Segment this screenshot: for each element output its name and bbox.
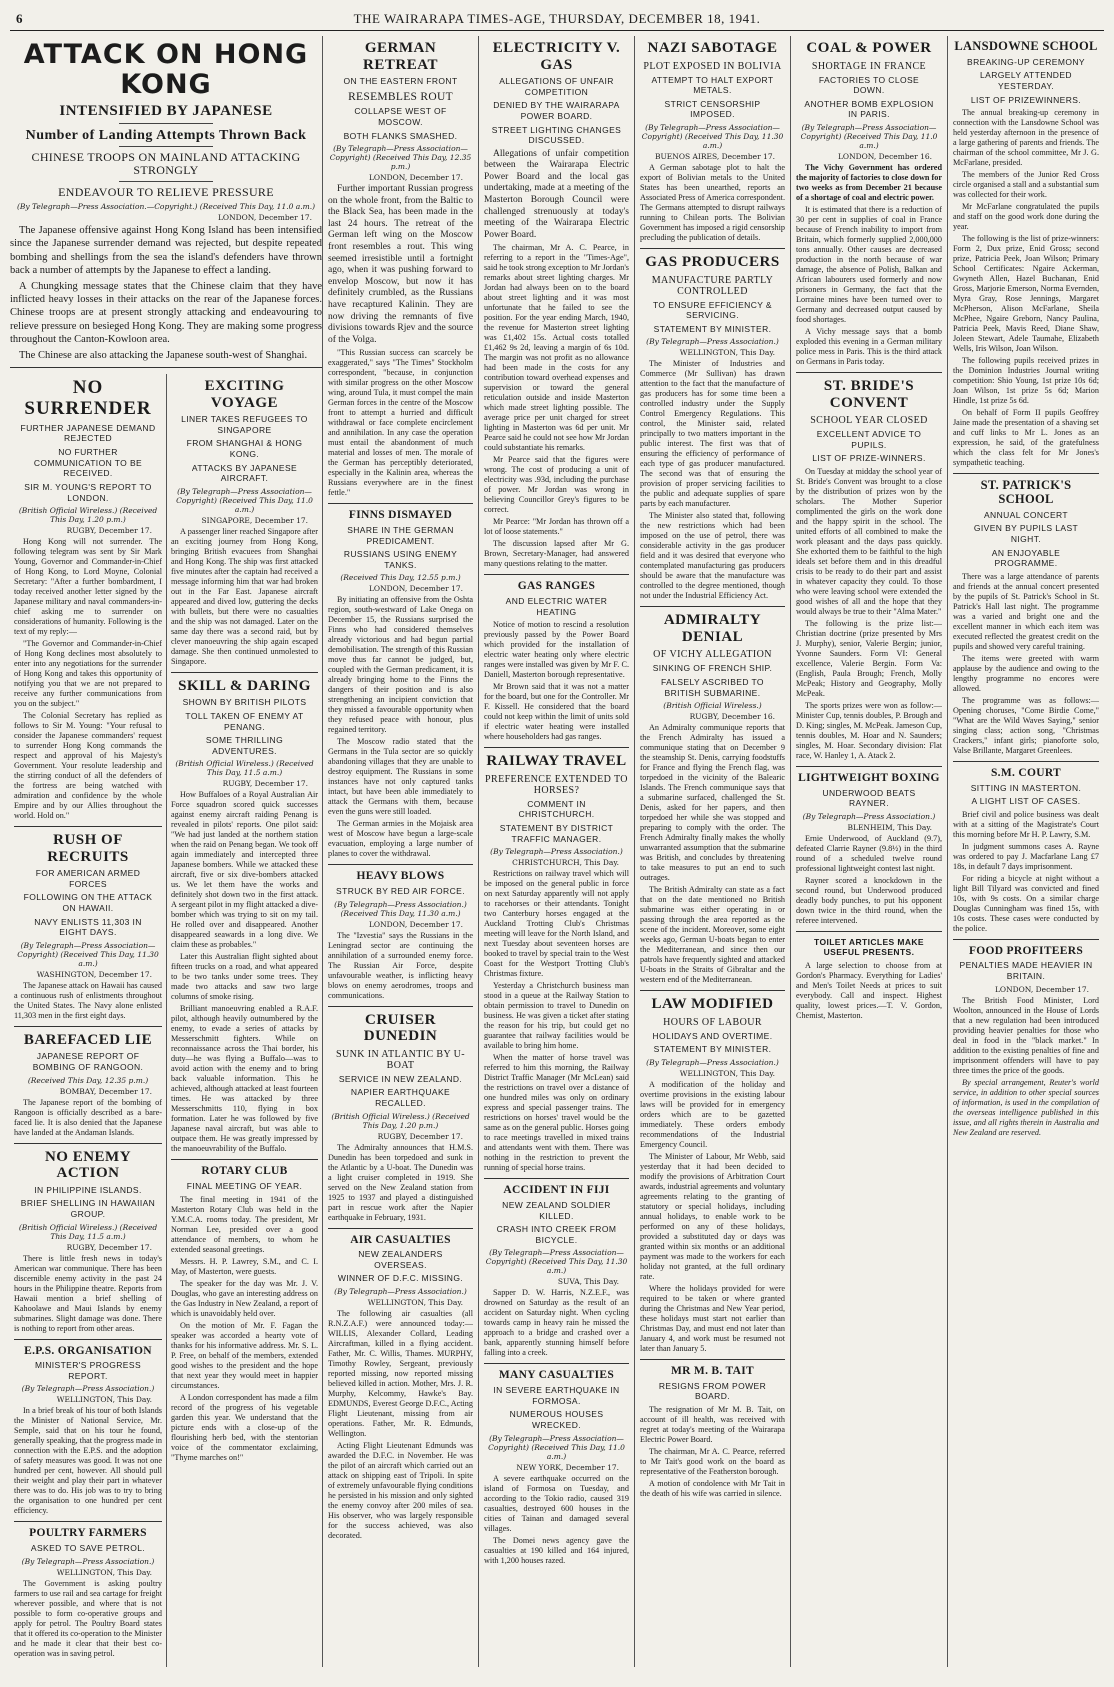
paragraph: The German armies in the Mojaisk area west of Moscow have begun a large-scale evacuation, employing a large number of planes to cover the withdrawal.: [328, 819, 473, 859]
paragraph: The items were greeted with warm applause by the audience and owing to the lengthy programme no encores were allowed.: [953, 653, 1099, 693]
paragraph: The sports prizes were won as follow:—Minister Cup, tennis doubles, P. Brough and D. King; singles, M. McPeak. Jameson Cup, tennis doubles, M. Hoar and N. Saunders; singles, M. Hoar. Secondary division: Flat race, W. Hanley 1, A. Atack 2.: [796, 700, 942, 760]
dateline: SINGAPORE, December 17.: [201, 515, 308, 525]
paragraph: The following is the list of prize-winners: Form 2, Dux prize, Enid Gross; second prize, Patricia Peek, Joan Wilson; Primary School Certificates: Ngaire Ackerman, Gwyneth Allen, Hazel Buchanan, Enid Gross, Marjorie Emerson, Norma Evernden, Myra Gray, Rose Jennings, Margaret McPherson, Alison McFarlane, Sheila McPhee, Ngaire Greborn, Nancy Paulina, Patricia Peek, Mavis Reed, Diane Shaw, Joleen Stewart, Adele Taumahe, Elizabeth Wells, Iris Wilson, Joan Wilson.: [953, 234, 1099, 354]
deck: SITTING IN MASTERTON.: [970, 782, 1082, 793]
credit: (By Telegraph—Press Association—Copyright) (Received This Day, 11.0 a.m.): [176, 486, 313, 514]
credit: (By Telegraph—Press Association.): [490, 847, 623, 857]
deck: FINAL MEETING OF YEAR.: [186, 1181, 303, 1192]
headline: BAREFACED LIE: [23, 1031, 153, 1048]
deck: NO FURTHER COMMUNICATION TO BE RECEIVED.: [33, 447, 143, 479]
deck: IN PHILIPPINE ISLANDS.: [34, 1184, 142, 1195]
deck: FALSELY ASCRIBED TO BRITISH SUBMARINE.: [661, 677, 764, 698]
headline: ST. BRIDE'S CONVENT: [823, 378, 915, 411]
deck: RESIGNS FROM POWER BOARD.: [658, 1380, 767, 1402]
dateline: WELLINGTON, This Day.: [367, 1298, 463, 1308]
deck: OF VICHY ALLEGATION: [653, 649, 772, 661]
lead-deck-4: ENDEAVOUR TO RELIEVE PRESSURE: [58, 184, 274, 199]
paragraph: In a brief break of his tour of both Islands the Minister of National Service, Mr. Semple, said that on his tour he found, generally speaking, that the progress made in connection with the E.P.S. and the adoption of safety measures was good. It was not one hundred per cent, however. All should pull their weight and play their part in whatever there was to do. His job was to try to bring the organisation to one hundred per cent efficiency.: [14, 1406, 163, 1516]
deck: MINISTER'S PROGRESS REPORT.: [34, 1360, 142, 1381]
headline: NO SURRENDER: [24, 377, 152, 419]
paragraph: Yesterday a Christchurch business man stood in a queue at the Railway Station to obtain permission to travel to Dunedin on business. He was given a ticket after stating the reason for his trip, but could get no guarantee that railway facilities would be available to bring him home.: [484, 981, 629, 1051]
article-lightweight-boxing: [796, 772, 942, 932]
headline: LANSDOWNE SCHOOL: [954, 39, 1098, 53]
deck: STRUCK BY RED AIR FORCE.: [336, 886, 465, 897]
deck: SHARE IN THE GERMAN PREDICAMENT.: [347, 524, 454, 546]
paragraph: When the matter of horse travel was referred to him this morning, the Railway District Traffic Manager (Mr McLean) said the restrictions on travel over a distance of one hundred miles was only on ordinary express and special passenger trains. The restrictions on horses' travel would be the same as on the general public. Horses going to race meetings travelled in mixed trains and attendants went with them. There was nothing in the restriction to prevent the running of special horse trains.: [484, 1053, 629, 1173]
paragraph: By initiating an offensive from the Oshta region, south-westward of Lake Onega on December 15, the Russians surprised the Finns who had considered themselves already victorious and had begun partial demobilisation. The strength of this Russian move thus far cannot be judged, but, coupled with the German predicament, it is already bringing home to the Finns the dangers of their position and is also strengthening an incipient conviction that they missed a favourable opportunity when they refused peace with honour, plus regained territory.: [328, 595, 473, 735]
dateline: WELLINGTON, This Day.: [679, 348, 775, 358]
column-4: [478, 36, 634, 1667]
paragraph: The Moscow radio stated that the Germans in the Tula sector are so quickly abandoning villages that they are unable to destroy equipment. The Russians in some instances have not only captured tanks intact, but have been able immediately to attack the Germans with them, because even the guns were still loaded.: [328, 737, 473, 817]
deck: ASKED TO SAVE PETROL.: [30, 1543, 146, 1554]
paragraph: "This Russian success can scarcely be exaggerated," says "The Times" Stockholm correspondent, "because, in conjunction with similar progress on the other Moscow wing, around Tula, it must compel the main German forces in the centre of the Moscow front to attempt a hurried and difficult withdrawal or face complete encirclement and annihilation. In any case the operation must entail the abandonment of much material and losses of men. The morale of the German has perceptibly deteriorated, especially in the Kalinin area, whereas the Russians everywhere are in the finest fettle.": [328, 348, 473, 498]
columns: [10, 36, 1104, 1667]
deck: COMMENT IN CHRISTCHURCH.: [518, 798, 595, 820]
deck: DENIED BY THE WAIRARAPA POWER BOARD.: [493, 100, 620, 121]
paragraph: A London correspondent has made a film record of the progress of his vegetable garden this year. We understand that the picture ends with a close-up of the flourishing herb bed, with the stentorian voice of the commentator exclaiming, "Thyme marches on!": [171, 1392, 318, 1462]
article-law-modified: [640, 996, 785, 1360]
paragraph: By special arrangement, Reuter's world service, in addition to other special sources of information, is used in the compilation of the overseas intelligence published in this issue, and all rights therein in Australia and New Zealand are reserved.: [953, 1077, 1099, 1137]
paragraph: The resignation of Mr M. B. Tait, on account of ill health, was received with regret at today's meeting of the Wairarapa Electric Power Board.: [640, 1404, 785, 1444]
deck: EXCELLENT ADVICE TO PUPILS.: [816, 429, 922, 450]
deck: NEW ZEALANDERS OVERSEAS.: [358, 1249, 443, 1270]
lead-sub-columns: [10, 374, 322, 1667]
paragraph: There is little fresh news in today's American war communique. There has been discernible enemy activity in the past 24 hours in the Philippine theatre. Reports from Hawaii mention a brief shelling of Kahoolawe and Maui Islands by enemy submarines. Slight damage was done. There is nothing to report from other areas.: [14, 1253, 162, 1333]
lead-paragraph-2: A Chungking message states that the Chinese claim that they have inflicted heavy losses in their attacks on the rear of the Japanese forces. Chinese troops are at present strongly attacking and endeavouring to relieve pressure on besieged Hong Kong. They are making some progress throughout the Canton-Kowloon area.: [10, 280, 322, 346]
deck: WINNER OF D.F.C. MISSING.: [337, 1273, 464, 1284]
deck: LARGELY ATTENDED YESTERDAY.: [980, 70, 1072, 91]
article-no-enemy-action: [14, 1149, 162, 1340]
deck: ATTACKS BY JAPANESE AIRCRAFT.: [191, 462, 298, 484]
paragraph: Mr Brown said that it was not a matter for the board, but one for the Controller. Mr F. Kissell. He considered that the board could not keep within the limit of units sold if electric water heating were installed where householders had gas ranges.: [484, 682, 629, 742]
credit: (British Official Wireless.) (Received This Day, 1.20 p.m.): [18, 506, 158, 525]
dateline: RUGBY, December 17.: [377, 1131, 463, 1141]
paragraph: A modification of the holiday and overtime provisions in the existing labour laws will be provided for in emergency orders which are to be gazetted immediately. These orders embody recommendations of the Industrial Emergency Council.: [640, 1080, 785, 1149]
paragraph: On Tuesday at midday the school year of St. Bride's Convent was brought to a close by the distribution of prizes won by the scholars. The Mother Superior complimented the girls on the work done and the happy spirit in the school. The united efforts of all combined to make the work pleasant and the days pass quickly. She exhorted them to be faithful to the high ideals set before them and in this dreadful crisis to be ready to do their part and assist in whatever capacity they could. To those who were leaving school were extended the good wishes of all and the hope that they would always be true to their "Alma Mater.": [796, 466, 942, 616]
dateline: LONDON, December 17.: [994, 984, 1089, 994]
paragraph: The Minister of Labour, Mr Webb, said yesterday that it had been decided to modify the provisions of Arbitration Court awards, industrial agreements and voluntary agreements relating to the granting of statutory or special holidays, including annual holidays, to enable work to be performed on any of these holidays, provided a substituted day or days was granted within six months or an additional payment was made to the workers for each holiday not granted, at the full ordinary rate.: [640, 1152, 785, 1281]
headline: POULTRY FARMERS: [29, 1527, 147, 1540]
headline: FOOD PROFITEERS: [968, 944, 1084, 957]
article-no-surrender: [14, 378, 162, 827]
deck: BRIEF SHELLING IN HAWAIIAN GROUP.: [20, 1198, 156, 1219]
headline: ACCIDENT IN FIJI: [503, 1184, 610, 1197]
paragraph: A German sabotage plot to halt the export of Bolivian metals to the United States has been unearthed, reports an Associated Press of America correspondent. The Germans attempted to disrupt railways running to Chilean ports. The Bolivian Government has imposed a rigid censorship precluding the publication of details.: [640, 163, 785, 242]
deck: STATEMENT BY MINISTER.: [653, 323, 772, 334]
column-5: [634, 36, 790, 1667]
paragraph: The Minister also stated that, following the new restrictions which had been imposed on the use of petrol, there was considerable activity in the gas producer field and it was desired that everyone who contemplated manufacturing gas producers should be aware that the manufacture was controlled to the degree mentioned, though not under the Industrial Efficiency Act.: [640, 511, 785, 601]
deck: JAPANESE REPORT OF BOMBING OF RANGOON.: [32, 1051, 144, 1073]
deck: STRICT CENSORSHIP IMPOSED.: [664, 98, 761, 120]
headline: EXCITING VOYAGE: [204, 378, 285, 411]
deck: STATEMENT BY DISTRICT TRAFFIC MANAGER.: [499, 823, 614, 844]
deck: SINKING OF FRENCH SHIP.: [652, 663, 773, 674]
headline: MR M. B. TAIT: [670, 1365, 755, 1377]
credit: (Received This Day, 12.55 p.m.): [340, 573, 461, 583]
paragraph: The Colonial Secretary has replied as follows to Sir M. Young: "Your refusal to consider the Japanese commanders' request to surrender Hong Kong commands the respect and approval of his Majesty's Government. Your resolute leadership and the stirring conduct of all the defenders of the fortress are being watched with admiration and confidence by the whole Empire and by our Allies throughout the world. Hold on.": [14, 711, 162, 821]
paragraph: Notice of motion to rescind a resolution previously passed by the Power Board which provided for the installation of electric water heating only where electric ranges were installed was given by Mr F. C. Daniell, Masterton borough representative.: [484, 620, 629, 680]
paragraph: Brilliant manoeuvring enabled a R.A.F. pilot, although heavily outnumbered by the enemy, to evade a series of attacks by Messerschmitt fighters. While on reconnaissance across the Thai border, his duty—he was flying a Buffalo—was to avoid action with the enemy and to bring back valuable information. This he achieved, although attacked at least fourteen times. He was attacked by three Messerschmitts 110, flying in box formation. Later he was followed by five Japanese naval aircraft, but was able to outpace them. He was greatly impressed by the manoeuvrability of the Buffalo.: [171, 1004, 318, 1154]
paragraph: "The Governor and Commander-in-Chief of Hong Kong declines most absolutely to enter into any negotiations for the surrender of Hong Kong and takes this opportunity of notifying you that we are not prepared to receive any further communications from you on the subject.": [14, 639, 162, 709]
deck: NAPIER EARTHQUAKE RECALLED.: [350, 1087, 451, 1108]
paragraph: Further important Russian progress on the whole front, from the Baltic to the Black Sea, has been made in the last 24 hours. The retreat of the German left wing on the Moscow front resembles a rout. This wing seemed irresistible until a fortnight ago, when it was pushing forward to envelop Moscow, but now it has definitely crumbled, as the Russians have recaptured Kalinin. They are now driving the remnants of five divisions towards Rjev and the source of the Volga.: [328, 184, 473, 345]
deck: FOR AMERICAN ARMED FORCES: [35, 868, 141, 889]
dateline: WELLINGTON, This Day.: [679, 1069, 775, 1078]
paragraph: Hong Kong will not surrender. The following telegram was sent by Sir Mark Young, Governor and Commander-in-Chief of Hong Kong, to Lord Moyne, Colonial Secretary: "After a further bombardment, I today received another letter signed by the Japanese military and naval commanders-in-chief asking me to surrender on considerations of humanity. Following is the text of my reply:—: [14, 537, 162, 637]
credit: (British Official Wireless.) (Received This Day, 11.5 a.m.): [18, 1222, 158, 1241]
paragraph: Acting Flight Lieutenant Edmunds was awarded the D.F.C. in November. He was the pilot of an aircraft which carried out an attack on shipping east of Tripoli. In spite of extremely unfavourable flying conditions he persisted in his mission and only sighted the enemy convoy after 200 miles of sea. His observer, who was largely responsible for the success achieved, was also decorated.: [328, 1441, 473, 1541]
article-german-retreat: [328, 40, 473, 504]
article-st-brides-convent: [796, 378, 942, 767]
headline: COAL & POWER: [806, 40, 932, 56]
paragraph: On behalf of Form II pupils Geoffrey Jaine made the presentation of a shaving set and cuff links to Mr L. Jones as an expression, he said, of the gratefulness which the class felt for Mr Jones's sympathetic teaching.: [953, 408, 1099, 468]
article-admiralty-denial: [640, 612, 785, 991]
credit: (By Telegraph—Press Association—Copyright) (Received This Day, 11.0 a.m.): [800, 123, 938, 150]
paragraph: The chairman, Mr A. C. Pearce, in referring to a report in the "Times-Age", said he took strong exception to Mr Jordan's remarks about street lighting charges. Mr Jordan had always been on to the board about street lighting and it was most unfortunate that he failed to see the position. For the year ending March, 1940, the revenue for Masterton street lighting was £1,402 15s. Actual costs totalled £1,462 9s 2d, leaving a margin of 6s 10d. The margin was not profit as no allowance had been made in the costs for any contribution toward overhead expenses and supervision or toward the general reticulation outside and inside Masterton which made street lighting possible. The average price per unit charged for street lighting in Masterton was 6d per unit. Mr Pearce said he could not see how Mr Jordan could substantiate his remarks.: [484, 243, 629, 453]
deck: AN ENJOYABLE PROGRAMME.: [991, 547, 1061, 569]
paragraph: Mr Pearce said that the figures were wrong. The cost of producing a unit of electricity was .93d, including the purchase of power. Mr Jordan was wrong in believing Councillor Grey's figures to be correct.: [484, 455, 629, 515]
deck: UNDERWOOD BEATS RAYNER.: [822, 787, 916, 809]
newspaper-page: [10, 10, 1104, 1667]
credit: (By Telegraph—Press Association.): [21, 1556, 155, 1566]
credit: (By Telegraph—Press Association—Copyright) (Received This Day, 11.30 a.m.): [17, 940, 159, 968]
paragraph: Mr McFarlane congratulated the pupils and staff on the good work done during the year.: [953, 202, 1099, 232]
deck: HOLIDAYS AND OVERTIME.: [652, 1030, 773, 1041]
deck: BOTH FLANKS SMASHED.: [343, 130, 458, 141]
credit: (British Official Wireless.) (Received This Day, 1.20 p.m.): [331, 1111, 470, 1130]
dateline: RUGBY, December 16.: [689, 712, 775, 722]
masthead-title: THE WAIRARAPA TIMES-AGE, THURSDAY, DECEMBER 18, 1941.: [353, 11, 761, 26]
dateline: LONDON, December 17.: [368, 173, 463, 183]
article-heavy-blows: [328, 870, 473, 1006]
deck: SERVICE IN NEW ZEALAND.: [338, 1073, 463, 1084]
dateline: RUGBY, December 17.: [66, 526, 152, 536]
headline: RAILWAY TRAVEL: [486, 753, 627, 770]
deck: BREAKING-UP CEREMONY: [967, 56, 1085, 67]
paragraph: Sapper D. W. Harris, N.Z.E.F., was drowned on Saturday as the result of an accident on Saturday night. When cycling towards camp in heavy rain he missed the approach to a bridge and crashed over a bank, apparently stunning himself before falling into a creek.: [484, 1288, 629, 1358]
article-poultry-farmers: [14, 1527, 162, 1658]
deck: SHORTAGE IN FRANCE: [811, 60, 927, 72]
headline: GAS PRODUCERS: [645, 254, 780, 270]
article-mr-m-b-tait: [640, 1365, 785, 1499]
headline: LAW MODIFIED: [651, 996, 774, 1013]
paragraph: The Japanese report of the bombing of Rangoon is officially described as a bare-faced lie. It is also denied that the Japanese have landed at the Andaman Islands.: [14, 1097, 162, 1137]
deck: NAVY ENLISTS 11,303 IN EIGHT DAYS.: [34, 916, 142, 938]
paragraph: The following air casualties (all R.N.Z.A.F.) were announced today:— WILLIS, Alexander Collard, Leading Aircraftman, killed in a flying accident. Father, Mr. C. Willis, Thames. MURPHY, Timothy Rowley, Sergeant, previously reported missing, now reported missing believed killed in action. Mother, Mrs. J. R. Murphy, Kelcommy, Hawke's Bay. EDMUNDS, Everest George D.F.C., Acting Flight Lieutenant, missing from air operations. Father, Mr. R. Edmunds, Wellington.: [328, 1309, 473, 1439]
deck: PREFERENCE EXTENDED TO HORSES?: [485, 773, 628, 796]
deck: FACTORIES TO CLOSE DOWN.: [818, 74, 920, 96]
advertisement-toilet-articles: [796, 937, 942, 1021]
headline: GERMAN RETREAT: [363, 40, 438, 73]
deck: AND ELECTRIC WATER HEATING: [505, 596, 608, 617]
paragraph: Brief civil and police business was dealt with at a sitting of the Magistrate's Court this morning before Mr H. P. Lawry, S.M.: [953, 809, 1099, 839]
dateline: WELLINGTON, This Day.: [56, 1395, 152, 1405]
dateline: WELLINGTON, This Day.: [56, 1567, 152, 1577]
article-coal-and-power: [796, 40, 942, 373]
headline: CRUISER DUNEDIN: [363, 1011, 438, 1045]
paragraph: Messrs. H. P. Lawrey, S.M., and C. I. May, of Masterton, were guests.: [171, 1256, 318, 1276]
article-railway-travel: [484, 753, 629, 1179]
deck: CRASH INTO CREEK FROM BICYCLE.: [496, 1224, 617, 1245]
credit: (Received This Day, 12.35 p.m.): [27, 1075, 149, 1085]
page-number: 6: [16, 11, 23, 26]
credit: (By Telegraph—Press Association.): [646, 337, 779, 347]
headline: AIR CASUALTIES: [350, 1233, 451, 1246]
dateline: RUGBY, December 17.: [222, 779, 308, 789]
lead-deck-1: INTENSIFIED BY JAPANESE: [59, 103, 273, 120]
deck: HOURS OF LABOUR: [663, 1016, 762, 1028]
article-air-casualties: [328, 1234, 473, 1542]
lead-deck-2: Number of Landing Attempts Thrown Back: [25, 127, 307, 143]
paragraph: Ernie Underwood, of Auckland (9.7), defeated Clarrie Rayner (9.8½) in the third round of a scheduled twelve round professional lightweight contest last night.: [796, 833, 942, 873]
deck: MANUFACTURE PARTLY CONTROLLED: [651, 274, 774, 297]
paragraph: The Domei news agency gave the casualties at 190 killed and 164 injured, with 1,200 houses razed.: [484, 1535, 629, 1565]
dateline: WASHINGTON, December 17.: [36, 969, 152, 979]
paragraph: The British Food Minister, Lord Woolton, announced in the House of Lords that a new regulation had been introduced providing heavier penalties for those who deal in food in the "black market." In addition to the existing penalties of fine and imprisonment offenders will have to pay three times the price of the goods.: [953, 995, 1099, 1075]
paragraph: The programme was as follows:—Opening choruses, "Come Birdie Come," "What are the Wild Waves Saying," senior singing class; action song, "Christmas Crackers," infant girls; pianoforte solo, Valse Brillante, Margaret Greenlees.: [953, 695, 1099, 755]
column-3: [322, 36, 478, 1667]
deck: LIST OF PRIZE-WINNERS.: [812, 453, 926, 464]
deck: A LIGHT LIST OF CASES.: [971, 796, 1081, 807]
dateline: RUGBY, December 17.: [66, 1242, 152, 1252]
article-exciting-voyage: [171, 378, 318, 673]
article-skill-and-daring: [171, 678, 318, 1161]
deck: STATEMENT BY MINISTER.: [653, 1044, 772, 1055]
article-barefaced-lie: [14, 1032, 162, 1144]
paragraph: A passenger liner reached Singapore after an exciting journey from Hong Kong, bringing British evacuees from Shanghai and Hong Kong. The ship was first attacked five minutes after the captain had received a message informing him that war had broken out in the Far East. Japanese aircraft appeared and dived low, guttering the decks with bullets, but there were no casualties and the ship was not damaged. Later on the same day there was a second raid, but by clever manoeuvring the ship again escaped damage. She then continued unmolested to Singapore.: [171, 526, 318, 666]
headline: ROTARY CLUB: [201, 1165, 288, 1178]
dateline: BLENHEIM, This Day.: [847, 822, 932, 832]
paragraph: The following is the prize list:— Christian doctrine (prize presented by Mrs J. Murphy), senior, Valerie Bergin; junior, Yvonne Saunders. Form VI: General excellence, Valerie Bergin. Form Va: (English, Paula Brough; French, Molly McPeak; History and Geography, Molly McPeak.: [796, 618, 942, 698]
deck: GIVEN BY PUPILS LAST NIGHT.: [973, 523, 1079, 544]
headline: NO ENEMY ACTION: [44, 1148, 132, 1182]
paragraph: A Vichy message says that a bomb exploded this evening in a German military police mess in Paris. This is the third attack on Germans in Paris today.: [796, 327, 942, 366]
credit: (By Telegraph—Press Association.): [21, 1384, 155, 1394]
deck: SIR M. YOUNG'S REPORT TO LONDON.: [24, 481, 152, 503]
article-gas-producers: [640, 254, 785, 607]
deck: FROM SHANGHAI & HONG KONG.: [186, 438, 303, 459]
headline: MANY CASUALTIES: [498, 1369, 615, 1382]
deck: ANNUAL CONCERT: [983, 509, 1068, 520]
paragraph: The British Admiralty can state as a fact that on the date mentioned no British submarine was either operating in or passing through the area reported as the scene of the incident. Moreover, some eight weeks ago, German U-boats began to enter the Mediterranean, and since then our patrols have frequently sighted and attacked U-boats in the Straits of Gibraltar and the western end of the Mediterranean.: [640, 885, 785, 985]
lead-paragraph-3: The Chinese are also attacking the Japanese south-west of Shanghai.: [19, 349, 308, 361]
paragraph: Mr Pearce: "Mr Jordan has thrown off a lot of loose statements.": [484, 517, 629, 537]
deck: SHOWN BY BRITISH PILOTS: [182, 697, 307, 708]
paragraph: A motion of condolence with Mr Tait in the death of his wife was carried in silence.: [640, 1478, 785, 1498]
credit: (By Telegraph—Press Association—Copyright) (Received This Day, 12.35 p.m.): [329, 144, 472, 172]
sub-column-a: [10, 374, 166, 1667]
deck: ANOTHER BOMB EXPLOSION IN PARIS.: [804, 98, 934, 120]
deck: NUMEROUS HOUSES WRECKED.: [509, 1409, 604, 1430]
credit: (By Telegraph—Press Association.): [334, 1287, 467, 1297]
deck: LIST OF PRIZEWINNERS.: [970, 94, 1082, 105]
lead-paragraph-1: The Japanese offensive against Hong Kong Island has been intensified since the Japanese surrender demand was rejected, but despite repeated bombing and shellings from the sea the island's defenders have thrown back a number of attempts by the Japanese to effect a landing.: [10, 224, 322, 277]
deck: ATTEMPT TO HALT EXPORT METALS.: [651, 74, 774, 96]
masthead: [10, 10, 1104, 31]
paragraph: An Admiralty communique reports that the French Admiralty has issued a communique stating that on December 9 the steamship St. Denis, carrying foodstuffs for France and flying the French flag, was torpedoed in the vicinity of the Balearic Islands. The French communique says that a submarine surfaced, challenged the St. Denis, asked for her papers, and then torpedoed her while she was stopped and preparing to comply with the order. The French Admiralty finally makes the wholly unwarranted assumption that the submarine was British, and concludes by threatening to take measures to put an end to such outrages.: [640, 723, 785, 883]
article-accident-in-fiji: [484, 1184, 629, 1364]
lead-deck-3: CHINESE TROOPS ON MAINLAND ATTACKING STRONGLY: [31, 150, 301, 178]
dateline: SUVA, This Day.: [557, 1277, 619, 1287]
paragraph: The Admiralty announces that H.M.S. Dunedin has been torpedoed and sunk in the Atlantic by a U-boat. The Dunedin was a light cruiser completed in 1919. She served on the New Zealand station from 1925 to 1937 and played a distinguished part in rescue work after the Napier earthquake in February, 1931.: [328, 1142, 473, 1222]
article-gas-ranges: [484, 580, 629, 748]
paragraph: The Minister of Industries and Commerce (Mr Sullivan) has drawn attention to the fact that the manufacture of gas producers has for some time been a controlled industry under the Supply Control Emergency Regulations. This control, the Minister said, related principally to two matters important in the public interest. The first was that of ensuring the efficiency of performance of each type of gas producer manufactured. The second was that of ensuring the provision of proper servicing facilities to the public and adequate supplies of spare parts by each manufacturer.: [640, 359, 785, 509]
article-st-patricks-school: [953, 479, 1099, 762]
deck: RUSSIANS USING ENEMY TANKS.: [343, 549, 458, 570]
paragraph: The following pupils received prizes in the Dominion Industries Journal writing competition: Shio Young, 1st prize 10s 6d; Joan Wilson, 1st prize 5s 6d; Marion Hindle, 1st prize 5s 6d.: [953, 356, 1099, 406]
column-7: [947, 36, 1104, 1667]
article-electricity-v-gas: [484, 40, 629, 575]
lead-headline: ATTACK ON HONG KONG: [23, 39, 309, 100]
dateline: NEW YORK, December 17.: [516, 1462, 619, 1472]
deck: IN SEVERE EARTHQUAKE IN FORMOSA.: [493, 1385, 620, 1406]
lead-area: [10, 36, 322, 1667]
paragraph: In judgment summons cases A. Rayne was ordered to pay J. Macfarlane Lang £7 18s, in default 7 days imprisonment.: [953, 841, 1099, 871]
deck: STREET LIGHTING CHANGES DISCUSSED.: [491, 124, 622, 146]
headline: ELECTRICITY V. GAS: [492, 40, 621, 73]
dateline: BUENOS AIRES, December 17.: [654, 152, 775, 161]
paragraph: The final meeting in 1941 of the Masterton Rotary Club was held in the Y.M.C.A. rooms today. The president, Mr Norman Lee, presided over a good attendance of members, to whom he extended seasonal greetings.: [171, 1194, 318, 1254]
deck: NEW ZEALAND SOLDIER KILLED.: [502, 1199, 611, 1221]
dateline: LONDON, December 17.: [368, 919, 463, 929]
ad-headline: TOILET ARTICLES MAKE USEFUL PRESENTS.: [814, 936, 924, 958]
sub-column-b: [166, 374, 322, 1667]
paragraph: How Buffaloes of a Royal Australian Air Force squadron scored quick successes against enemy aircraft raiding Penang is revealed in pilots' reports. One pilot said: "We had just landed at the northern station when the raid on Penang began. We took off again immediately and intercepted three Japanese bombers. While we attacked these aircraft, five or six dive-bombers attacked us. We let them have the works and definitely shot down two in the first attack. A sergeant pilot in my flight attacked a dive-bomber which was trying to sit on my tail. He rolled over and disappeared. Another disappeared seawards in a long dive. We claim these as probables.": [171, 790, 318, 950]
dateline: LONDON, December 17.: [368, 584, 463, 594]
article-food-profiteers: [953, 945, 1099, 1138]
article-rush-of-recruits: [14, 832, 162, 1027]
paragraph: The Government is asking poultry farmers to use rail and sea cartage for freight wherever possible, and where that is not possible to form co-operative groups and apply for petrol. The Poultry Board states that it offered its co-operation to the Minister and he made it clear that their best co-operation was in saving petrol.: [14, 1578, 162, 1658]
dateline: BOMBAY, December 17.: [59, 1086, 152, 1096]
paragraph: A severe earthquake occurred on the island of Formosa on Tuesday, and according to the Tokio radio, caused 319 casualties, destroyed 600 houses in the cities of Tainan and damaged several villages.: [484, 1473, 629, 1533]
deck: LINER TAKES REFUGEES TO SINGAPORE: [181, 414, 308, 435]
lead-article: [10, 36, 322, 373]
deck: TO ENSURE EFFICIENCY & SERVICING.: [652, 299, 772, 321]
paragraph: Restrictions on railway travel which will be imposed on the general public in force on next Saturday apparently will not apply to racehorses or their attendants. Tonight two Canterbury horses engaged at the Auckland Trotting Club's Christmas meeting will leave for the North Island, and next Tuesday about seventeen horses are booked to travel by special train to the West Coast for the Westport Trotting Club's Christmas fixture.: [484, 869, 629, 979]
deck: FURTHER JAPANESE DEMAND REJECTED: [20, 422, 156, 444]
deck: COLLAPSE WEST OF MOSCOW.: [354, 106, 447, 127]
article-rotary-club: [171, 1165, 318, 1462]
headline: GAS RANGES: [517, 580, 596, 593]
credit: (By Telegraph—Press Association.) (Received This Day, 11.30 a.m.): [334, 899, 467, 918]
dateline: CHRISTCHURCH, This Day.: [512, 858, 619, 868]
paragraph: The chairman, Mr A. C. Pearce, referred to Mr Tait's good work on the board as representative of the Featherston borough.: [640, 1446, 785, 1476]
paragraph: The members of the Junior Red Cross circle organised a stall and a substantial sum was collected for their work.: [953, 170, 1099, 200]
deck: PENALTIES MADE HEAVIER IN BRITAIN.: [959, 960, 1093, 982]
article-eps-organisation: [14, 1345, 162, 1523]
deck: ON THE EASTERN FRONT: [343, 76, 458, 86]
paragraph: Rayner scored a knockdown in the second round, but Underwood produced deadly body punches, to put his opponent down twice in the third round, when the referee intervened.: [796, 875, 942, 925]
lead-dateline: LONDON, December 17.: [217, 212, 312, 222]
paragraph: Allegations of unfair competition between the Wairarapa Electric Power Board and the local gas undertaking, made at a meeting of the Masterton Borough Council were challenged strenuously at today's meeting of the Wairarapa Electric Power Board.: [484, 148, 629, 240]
deck: ALLEGATIONS OF UNFAIR COMPETITION: [499, 76, 614, 97]
headline: LIGHTWEIGHT BOXING: [798, 771, 940, 784]
credit: (By Telegraph—Press Association—Copyright) (Received This Day, 11.30 a.m.): [485, 1248, 628, 1276]
deck: SOME THRILLING ADVENTURES.: [205, 735, 284, 756]
article-nazi-sabotage: [640, 40, 785, 249]
headline: NAZI SABOTAGE: [647, 40, 778, 56]
article-cruiser-dunedin: [328, 1012, 473, 1229]
article-finns-dismayed: [328, 509, 473, 865]
paragraph: Where the holidays provided for were required to be taken or where granted during the Christmas and New Year period, these holidays must start not earlier than Christmas Day, and must end not later than January 4, and work must be resumed not later than January 5.: [640, 1284, 785, 1353]
credit: (By Telegraph—Press Association—Copyright) (Received This Day, 11.0 a.m.): [488, 1433, 625, 1461]
lead-credit: (By Telegraph—Press Association.—Copyright.) (Received This Day, 11.0 a.m.): [16, 201, 316, 211]
paragraph: For riding a bicycle at night without a light Bill Tilyard was convicted and fined 10s, with 9s costs. On a similar charge Douglas Cunningham was fined 15s, with 10s costs. These cases were conducted by the police.: [953, 873, 1099, 933]
headline: ST. PATRICK'S SCHOOL: [980, 478, 1072, 506]
deck: TOLL TAKEN OF ENEMY AT PENANG.: [185, 710, 304, 732]
paragraph: The Japanese attack on Hawaii has caused a continuous rush of enlistments throughout the United States. The Navy alone enlisted 11,303 men in the first eight days.: [14, 980, 162, 1020]
ad-text: A large selection to choose from at Gordon's Pharmacy. Everything for Ladies' and Men's Toilet Needs at prices to suit everybody. Call and inspect. Highest quality, lowest prices.—T. V. Gordon, Chemist, Masterton.: [796, 961, 942, 1021]
credit: (British Official Wireless.) (Received This Day, 11.5 a.m.): [175, 759, 314, 778]
headline: HEAVY BLOWS: [356, 870, 445, 883]
paragraph: It is estimated that there is a reduction of 30 per cent in supplies of coal in France because of French inability to import from Britain, which formerly supplied 2,000,000 tons annually. Other causes are decreased production in the north because of war damage, the absence of Polish, Balkan and African labourers used formerly and now prisoners in Germany, the fact that the Lorraine mines have been turned over to Germany and decreased output caused by food shortages.: [796, 205, 942, 324]
dateline: LONDON, December 16.: [837, 152, 932, 161]
paragraph: The Vichy Government has ordered the majority of factories to close down for two weeks as from December 21 because of a shortage of coal and electric power.: [796, 163, 942, 202]
credit: (By Telegraph—Press Association.): [646, 1058, 779, 1067]
headline: RUSH OF RECRUITS: [47, 832, 129, 865]
paragraph: The "Izvestia" says the Russians in the Leningrad sector are continuing the annihilation of a surrounded enemy force. The Russian Air Force, despite unfavourable weather, is inflicting heavy blows on enemy aerodromes, troops and communications.: [328, 930, 473, 1000]
headline: ADMIRALTY DENIAL: [663, 612, 762, 645]
paragraph: On the motion of Mr. F. Fagan the speaker was accorded a hearty vote of thanks for his informative address. Mr. S. L. P. Free, on behalf of the members, extended good wishes to the president and the hope that next year they would meet in happier circumstances.: [171, 1320, 318, 1390]
column-6: [790, 36, 947, 1667]
paragraph: There was a large attendance of parents and friends at the annual concert presented by the pupils of St. Patrick's School in St. Patrick's Hall last night. The programme was a varied and bright one and the excellent manner in which each item was executed reflected the greatest credit on the pupils and showed very careful training.: [953, 571, 1099, 651]
credit: (By Telegraph—Press Association—Copyright) (Received This Day, 11.30 a.m.): [641, 123, 784, 150]
article-sm-court: [953, 767, 1099, 940]
paragraph: Later this Australian flight sighted about fifteen trucks on a road, and what appeared to be two tanks under some trees. They made two attacks and saw two large columns of smoke rising.: [171, 952, 318, 1002]
article-lansdowne-school: [953, 40, 1099, 474]
headline: E.P.S. ORGANISATION: [24, 1344, 152, 1357]
deck: RESEMBLES ROUT: [348, 90, 453, 103]
paragraph: The discussion lapsed after Mr G. Brown, Secretary-Manager, had answered many questions relating to the matter.: [484, 539, 629, 569]
article-many-casualties: [484, 1369, 629, 1565]
deck: FOLLOWING ON THE ATTACK ON HAWAII.: [23, 892, 153, 914]
credit: (British Official Wireless.): [663, 701, 762, 711]
paragraph: The annual breaking-up ceremony in connection with the Lansdowne School was held yesterday afternoon in the presence of a large gathering of parents and friends. The chairman of the school committee, Mr J. G. McFarlane, presided.: [953, 108, 1099, 168]
credit: (By Telegraph—Press Association.): [802, 811, 936, 821]
deck: PLOT EXPOSED IN BOLIVIA: [643, 60, 782, 72]
headline: FINNS DISMAYED: [348, 509, 453, 522]
headline: S.M. COURT: [990, 766, 1061, 779]
headline: SKILL & DARING: [178, 677, 311, 694]
deck: SUNK IN ATLANTIC BY U-BOAT: [336, 1048, 465, 1071]
deck: SCHOOL YEAR CLOSED: [810, 415, 928, 426]
paragraph: The speaker for the day was Mr. J. V. Douglas, who gave an interesting address on the Gas Industry in New Zealand, a report of which is unavoidably held over.: [171, 1278, 318, 1318]
